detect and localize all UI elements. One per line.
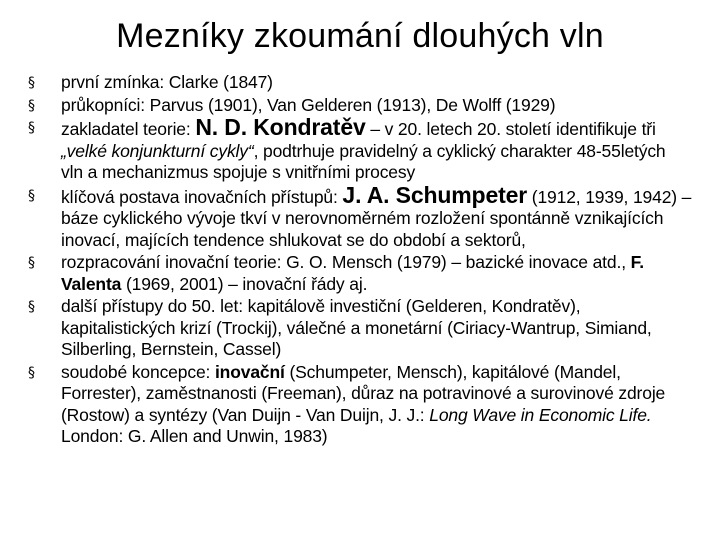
bullet-text: průkopníci: Parvus (1901), Van Gelderen (1913), De Wolff (1929) — [61, 94, 556, 115]
bullet-text: – v 20. letech 20. století identifikuje tři — [365, 119, 656, 139]
bold-term: inovační — [214, 361, 285, 382]
bullet-item-mensch-valenta — [28, 252, 692, 295]
bullet-text: London: G. Allen and Unwin, 1983) — [61, 426, 328, 446]
bullet-item-first-mention — [28, 72, 692, 94]
bullet-text: rozpracování inovační teorie: G. O. Mensch (1979) – bazické inovace atd., — [61, 252, 631, 272]
bullet-item-pioneers — [28, 95, 692, 117]
emphasized-name: J. A. Schumpeter — [342, 181, 528, 208]
italic-book-title: Long Wave in Economic Life. — [429, 404, 652, 425]
bullet-text: další přístupy do 50. let: kapitálově investiční (Gelderen, Kondratěv), kapitalistických krizí (Trockij), válečné a monetární (Ciriacy-Wantrup, Simiand, Silberling, Bernstein, Cassel) — [61, 296, 652, 359]
bullet-text: (Schumpeter, Mensch), kapitálové (Mandel, Forrester), zaměstnanosti (Freeman), důraz na potravinové a surovinové zdroje (Rostow) a syntézy (Van Duijn - Van Duijn, J. J.: — [61, 361, 666, 425]
section-bullet-icon: § — [28, 364, 35, 381]
bullet-item-kondratev — [28, 114, 692, 184]
bullet-item-schumpeter — [28, 181, 692, 252]
bullet-item-contemporary — [28, 362, 692, 448]
bullet-text: (1912, 1939, 1942) – báze cyklického vývoje tkví v nerovnoměrném rozložení spontánně vznikajících inovací, majících tendence shlukovat se do období a sektorů, — [61, 186, 692, 250]
section-bullet-icon: § — [28, 299, 35, 315]
section-bullet-icon: § — [28, 120, 35, 136]
section-bullet-icon: § — [28, 255, 35, 271]
bullet-text: zakladatel teorie: — [61, 119, 196, 139]
bullet-item-approaches-50s — [28, 296, 692, 361]
section-bullet-icon: § — [28, 97, 35, 114]
bullet-text: první zmínka: Clarke (1847) — [61, 72, 273, 92]
section-bullet-icon: § — [28, 75, 35, 91]
bullet-text: , podtrhuje pravidelný a cyklický charakter 48-55letých vln a mechanizmus spojuje s vnitřními procesy — [61, 140, 666, 182]
bullet-text: klíčová postava inovačních přístupů: — [61, 186, 343, 207]
slide-title: Mezníky zkoumání dlouhých vln — [116, 17, 604, 55]
bullet-text: (1969, 2001) – inovační řády aj. — [121, 273, 368, 294]
bold-name: F. Valenta — [61, 252, 644, 294]
section-bullet-icon: § — [28, 187, 35, 204]
emphasized-name: N. D. Kondratěv — [195, 114, 366, 140]
bullet-list — [28, 72, 692, 449]
bullet-text: soudobé koncepce: — [61, 361, 215, 382]
italic-phrase: „velké konjunkturní cykly“ — [61, 140, 254, 161]
